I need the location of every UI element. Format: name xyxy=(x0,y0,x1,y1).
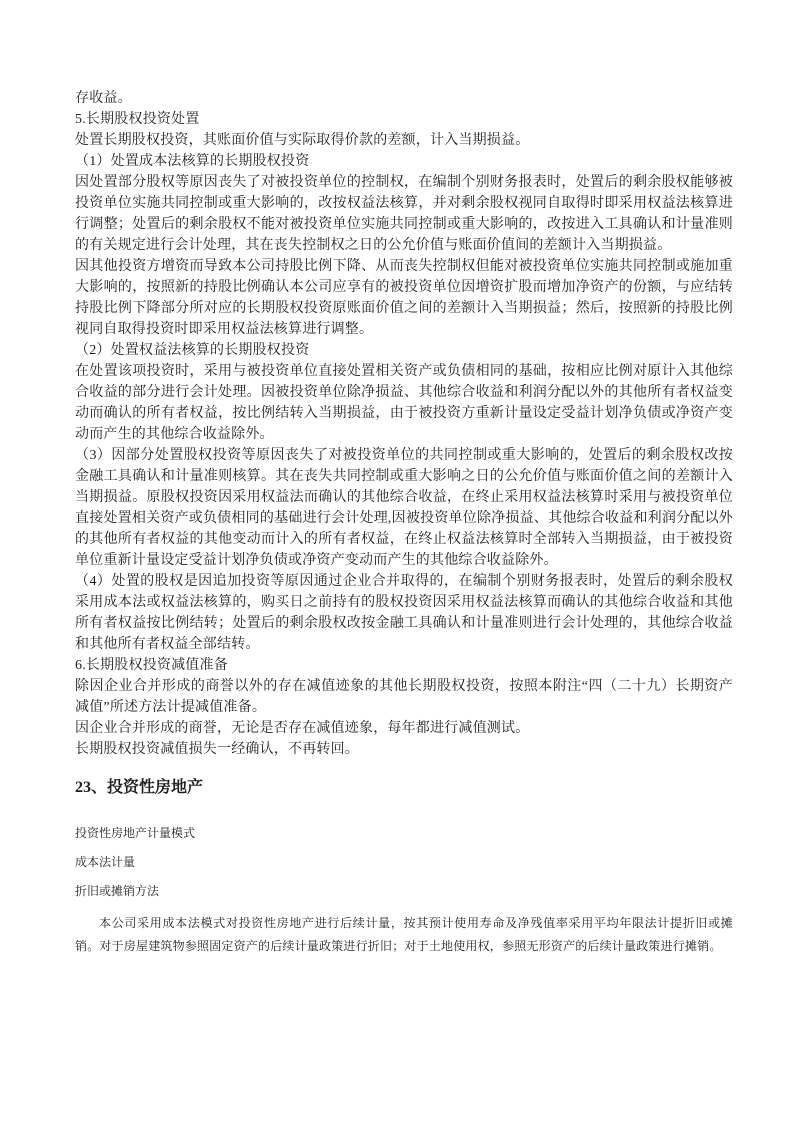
item-title-equity-method: （2）处置权益法核算的长期股权投资 xyxy=(75,343,310,358)
subsection-title-disposal: 5.长期股权投资处置 xyxy=(75,112,200,127)
label-depreciation-method: 折旧或摊销方法 xyxy=(75,884,160,898)
subsection-title-impairment: 6.长期股权投资减值准备 xyxy=(75,658,228,673)
paragraph: （4）处置的股权是因追加投资等原因通过企业合并取得的，在编制个别财务报表时，处置后的剩余股权采用成本法或权益法核算的，购买日之前持有的股权投资因采用权益法核算而确认的其他综合收益和其他所有者权益按比例结转；处置后的剩余股权改按金融工具确认和计量准则进行会计处理的，其他综合收益和其他所有者权益全部结转。 xyxy=(75,574,733,652)
item-title-cost-method: （1）处置成本法核算的长期股权投资 xyxy=(75,154,310,169)
paragraph: 因企业合并形成的商誉，无论是否存在减值迹象，每年都进行减值测试。 xyxy=(75,721,530,736)
paragraph: 因其他投资方增资而导致本公司持股比例下降、从而丧失控制权但能对被投资单位实施共同控制或施加重大影响的，按照新的持股比例确认本公司应享有的被投资单位因增资扩股而增加净资产的份额，与应结转持股比例下降部分所对应的长期股权投资原账面价值之间的差额计入当期损益；然后，按照新的持股比例视同自取得投资时即采用权益法核算进行调整。 xyxy=(75,259,733,337)
page-content xyxy=(75,88,733,958)
paragraph-continuation: 存收益。 xyxy=(75,91,132,106)
paragraph: 除因企业合并形成的商誉以外的存在减值迹象的其他长期股权投资，按照本附注“四（二十九）长期资产减值”所述方法计提减值准备。 xyxy=(75,679,733,715)
paragraph-depreciation-policy: 本公司采用成本法模式对投资性房地产进行后续计量，按其预计使用寿命及净残值率采用平均年限法计提折旧或摊销。对于房屋建筑物参照固定资产的后续计量政策进行折旧；对于土地使用权，参照无形资产的后续计量政策进行摊销。 xyxy=(75,916,733,953)
section-heading-investment-property: 23、投资性房地产 xyxy=(75,779,204,796)
label-measurement-model: 投资性房地产计量模式 xyxy=(75,826,196,840)
paragraph: （3）因部分处置股权投资等原因丧失了对被投资单位的共同控制或重大影响的，处置后的剩余股权改按金融工具确认和计量准则核算。其在丧失共同控制或重大影响之日的公允价值与账面价值之间的差额计入当期损益。原股权投资因采用权益法而确认的其他综合收益，在终止采用权益法核算时采用与被投资单位直接处置相关资产或负债相同的基础进行会计处理,因被投资单位除净损益、其他综合收益和利润分配以外的其他所有者权益的其他变动而计入的所有者权益，在终止权益法核算时全部转入当期损益，由于被投资单位重新计量设定受益计划净负债或净资产变动而产生的其他综合收益除外。 xyxy=(75,448,733,568)
investment-property-section xyxy=(75,825,733,958)
label-cost-method: 成本法计量 xyxy=(75,855,136,869)
paragraph: 在处置该项投资时，采用与被投资单位直接处置相关资产或负债相同的基础，按相应比例对原计入其他综合收益的部分进行会计处理。因被投资单位除净损益、其他综合收益和利润分配以外的其他所有者权益变动而确认的所有者权益，按比例结转入当期损益，由于被投资方重新计量设定受益计划净负债或净资产变动而产生的其他综合收益除外。 xyxy=(75,364,733,442)
paragraph: 长期股权投资减值损失一经确认，不再转回。 xyxy=(75,742,359,757)
paragraph: 因处置部分股权等原因丧失了对被投资单位的控制权，在编制个别财务报表时，处置后的剩余股权能够被投资单位实施共同控制或重大影响的，改按权益法核算，并对剩余股权视同自取得时即采用权益法核算进行调整；处置后的剩余股权不能对被投资单位实施共同控制或重大影响的，改按进入工具确认和计量准则的有关规定进行会计处理，其在丧失控制权之日的公允价值与账面价值间的差额计入当期损益。 xyxy=(75,175,733,253)
paragraph: 处置长期股权投资，其账面价值与实际取得价款的差额，计入当期损益。 xyxy=(75,133,530,148)
long-term-equity-section xyxy=(75,88,733,760)
